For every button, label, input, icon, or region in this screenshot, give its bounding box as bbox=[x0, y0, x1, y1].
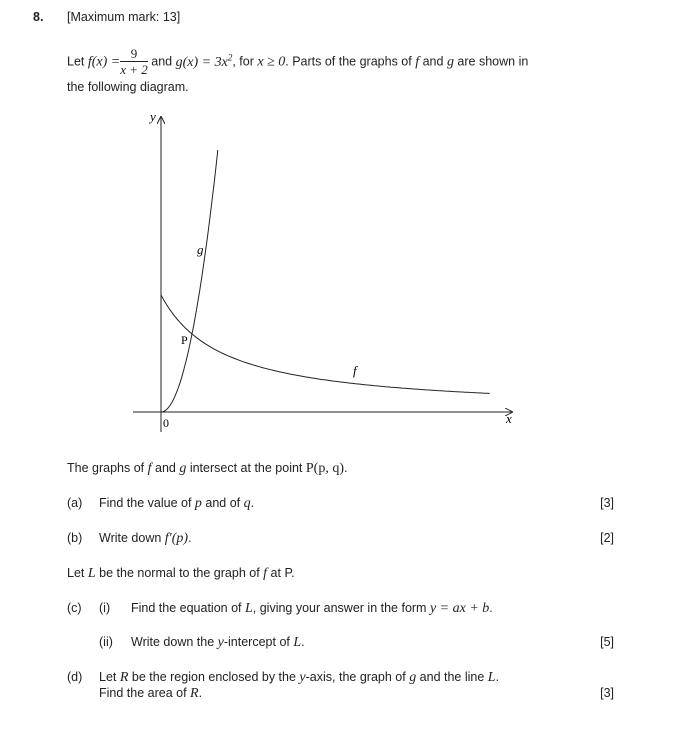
part-a-marks: [3] bbox=[600, 496, 614, 510]
part-c-i-text: Find the equation of L, giving your answer in the form y = ax + b. bbox=[131, 601, 493, 616]
part-b-marks: [2] bbox=[600, 531, 614, 545]
domain: x ≥ 0 bbox=[257, 54, 286, 70]
point-p: P(p, q) bbox=[305, 461, 345, 476]
part-c-marks: [5] bbox=[600, 635, 614, 649]
g-definition: $g(x) = 3x^2$ bbox=[175, 52, 233, 70]
y-axis-label: y bbox=[150, 109, 156, 124]
normal-definition: Let L be the normal to the graph of f at P. bbox=[67, 566, 295, 581]
f-definition-lhs: f(x) = bbox=[87, 54, 121, 70]
part-d-marks: [3] bbox=[600, 686, 614, 700]
f-curve-label: f bbox=[353, 363, 357, 378]
question-number: 8. bbox=[33, 10, 44, 24]
part-d-text-line-1: Let R be the region enclosed by the y-axis, the graph of g and the line L. bbox=[99, 670, 500, 685]
intro-line-1: Let f(x) = $\frac{9}{x + 2}$ and $g(x) = 3x^2$, for x ≥ 0. Parts of the graphs of f and g are shown in bbox=[67, 45, 529, 77]
part-a-label: (a) bbox=[67, 496, 83, 510]
part-b-text: Write down f′(p). bbox=[99, 531, 192, 546]
f-curve bbox=[161, 295, 490, 393]
origin-label: 0 bbox=[163, 416, 169, 430]
part-a-text: Find the value of p and of q. bbox=[99, 496, 255, 511]
part-c-ii-text: Write down the y-intercept of L. bbox=[131, 635, 305, 650]
part-c-ii-label: (ii) bbox=[99, 635, 113, 649]
maximum-mark: [Maximum mark: 13] bbox=[67, 10, 181, 24]
intersection-point-label: P bbox=[181, 333, 188, 347]
intersection-sentence: The graphs of f and g intersect at the point P(p, q). bbox=[67, 461, 348, 476]
g-curve-label: g bbox=[197, 242, 204, 257]
part-d-label: (d) bbox=[67, 670, 83, 684]
part-b-label: (b) bbox=[67, 531, 83, 545]
f-fraction: $\frac{9}{x + 2}$ bbox=[120, 45, 148, 77]
part-c-label: (c) bbox=[67, 601, 82, 615]
x-axis-label: x bbox=[506, 411, 512, 426]
g-curve bbox=[161, 150, 218, 412]
intro-line-2: the following diagram. bbox=[67, 80, 189, 94]
part-c-i-label: (i) bbox=[99, 601, 111, 615]
part-d-text-line-2: Find the area of R. bbox=[99, 686, 203, 701]
